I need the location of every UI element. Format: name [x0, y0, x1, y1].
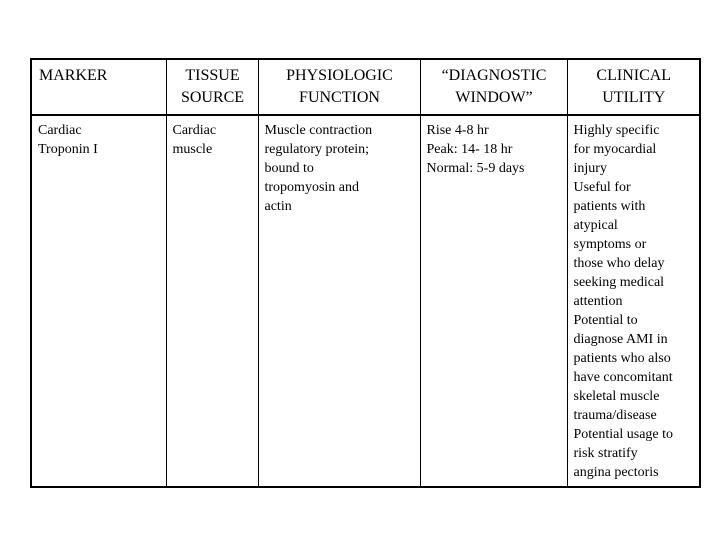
- cell-line: Cardiac: [38, 123, 82, 138]
- cell-physio-text: [265, 121, 415, 216]
- cell-line: Useful for: [573, 180, 631, 195]
- marker-table: [30, 58, 701, 488]
- cell-line: atypical: [573, 218, 618, 233]
- cell-line: tropomyosin and: [264, 180, 359, 195]
- cell-diagnostic-window: [420, 115, 567, 487]
- cell-line: Potential to: [573, 313, 638, 328]
- cell-line: Normal: 5-9 days: [426, 161, 525, 176]
- header-diag-line-2: WINDOW”: [455, 89, 533, 106]
- cell-marker: [31, 115, 166, 487]
- header-clin-line-1: CLINICAL: [596, 67, 672, 84]
- cell-line: patients with: [573, 199, 646, 214]
- header-marker: [31, 59, 166, 115]
- cell-line: Potential usage to: [573, 427, 674, 442]
- cell-line: Peak: 14- 18 hr: [426, 142, 513, 157]
- cell-line: trauma/disease: [573, 408, 657, 423]
- cell-line: patients who also: [573, 351, 671, 366]
- header-tissue-line-2: SOURCE: [180, 89, 245, 106]
- header-diag-line-1: “DIAGNOSTIC: [441, 67, 547, 84]
- header-tissue-line-1: TISSUE: [185, 67, 240, 84]
- cell-line: seeking medical: [573, 275, 665, 290]
- cell-line: symptoms or: [573, 237, 647, 252]
- header-physio-line-1: PHYSIOLOGIC: [286, 67, 393, 84]
- header-tissue-source: [166, 59, 258, 115]
- cell-line: risk stratify: [573, 446, 638, 461]
- cell-line: angina pectoris: [573, 465, 659, 480]
- cell-line: have concomitant: [573, 370, 673, 385]
- cell-line: injury: [573, 161, 607, 176]
- cell-line: Muscle contraction: [264, 123, 373, 138]
- cell-line: bound to: [264, 161, 314, 176]
- cell-line: regulatory protein;: [264, 142, 370, 157]
- cell-line: actin: [264, 199, 292, 214]
- header-marker-line-1: MARKER: [39, 67, 108, 84]
- header-physiologic-function: [258, 59, 420, 115]
- cell-line: skeletal muscle: [573, 389, 660, 404]
- header-physio-line-2: FUNCTION: [299, 89, 380, 106]
- cell-line: those who delay: [573, 256, 665, 271]
- cell-line: Troponin I: [38, 142, 98, 157]
- cell-line: Highly specific: [573, 123, 660, 138]
- cell-diag-text: [427, 121, 562, 178]
- cell-physiologic-function: [258, 115, 420, 487]
- cell-line: muscle: [172, 142, 213, 157]
- cell-clinical-utility: [567, 115, 700, 487]
- table-row: [31, 115, 700, 487]
- cell-line: for myocardial: [573, 142, 657, 157]
- cell-clin-text: [574, 121, 695, 482]
- header-clin-line-2: UTILITY: [602, 89, 666, 106]
- cell-tissue-text: [173, 121, 253, 159]
- header-diagnostic-window: [420, 59, 567, 115]
- cell-marker-text: [38, 121, 161, 159]
- cell-line: diagnose AMI in: [573, 332, 668, 347]
- cell-line: Cardiac: [172, 123, 217, 138]
- cell-line: attention: [573, 294, 623, 309]
- header-clinical-utility: [567, 59, 700, 115]
- header-row: [31, 59, 700, 115]
- cell-line: Rise 4-8 hr: [426, 123, 489, 138]
- cell-tissue-source: [166, 115, 258, 487]
